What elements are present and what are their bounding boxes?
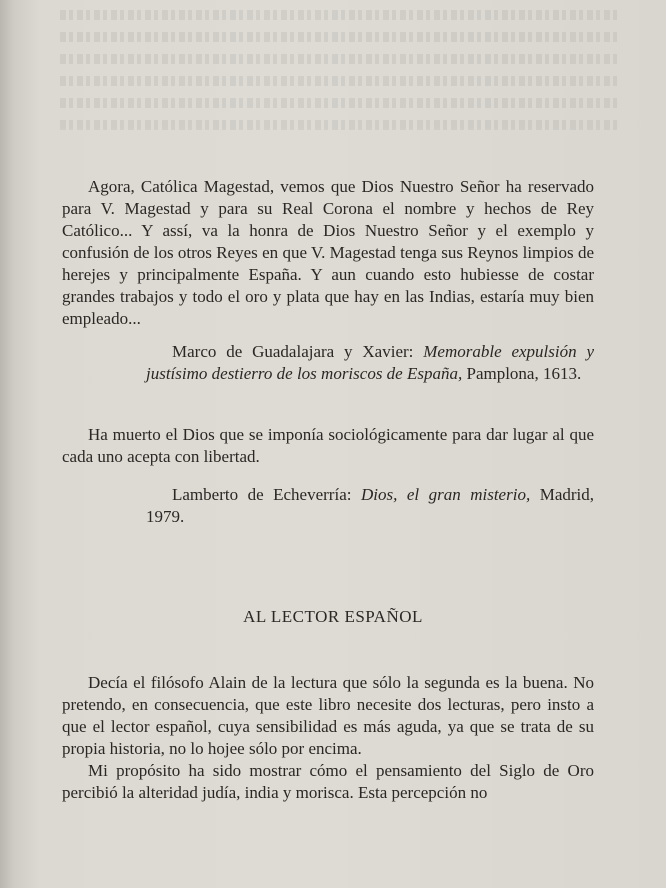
body-paragraph-1: Decía el filósofo Alain de la lectura que sólo la segunda es la buena. No pretendo, en consecuencia, que este libro necesite dos lecturas, pero insto a que el lector español, cuya sensibilidad es más aguda, ya que se trata de su propia historia, no lo hojee sólo por encima. (62, 673, 594, 758)
epigraph-quote-1: Agora, Católica Magestad, vemos que Dios Nuestro Señor ha reservado para V. Magestad y para su Real Corona el nombre y hechos de Rey Católico... Y assí, va la honra de Dios Nuestro Señor y el exemplo y confusión de los otros Reyes en que V. Magestad tenga sus Reynos limpios de herejes y principalmente España. Y aun cuando esto hubiesse de costar grandes trabajos y todo el oro y plata que hay en las Indias, estaría muy bien empleado... (62, 177, 594, 328)
body-paragraph-2: Mi propósito ha sido mostrar cómo el pensamiento del Siglo de Oro percibió la alteridad judía, india y morisca. Esta percepción no (62, 761, 594, 802)
citation-author-1: Marco de Guadalajara y Xavier: (172, 342, 414, 361)
show-through-text (60, 0, 620, 170)
citation-author-2: Lamberto de Echeverría: (172, 485, 352, 504)
section-title: AL LECTOR ESPAÑOL (243, 607, 423, 626)
citation-title-2: Dios, el gran misterio, (360, 485, 531, 504)
epigraph-quote-2: Ha muerto el Dios que se imponía sociológicamente para dar lugar al que cada uno acepta con libertad. (62, 425, 594, 466)
epigraph-citation-2 (146, 484, 594, 528)
citation-place-1: Pamplona, 1613. (466, 364, 582, 383)
epigraph-citation-1 (146, 341, 594, 385)
citation-title-1: Memorable expulsión y justísimo destierro de los moriscos de España, (146, 342, 595, 383)
citation-place-2: Madrid, 1979. (146, 485, 594, 526)
